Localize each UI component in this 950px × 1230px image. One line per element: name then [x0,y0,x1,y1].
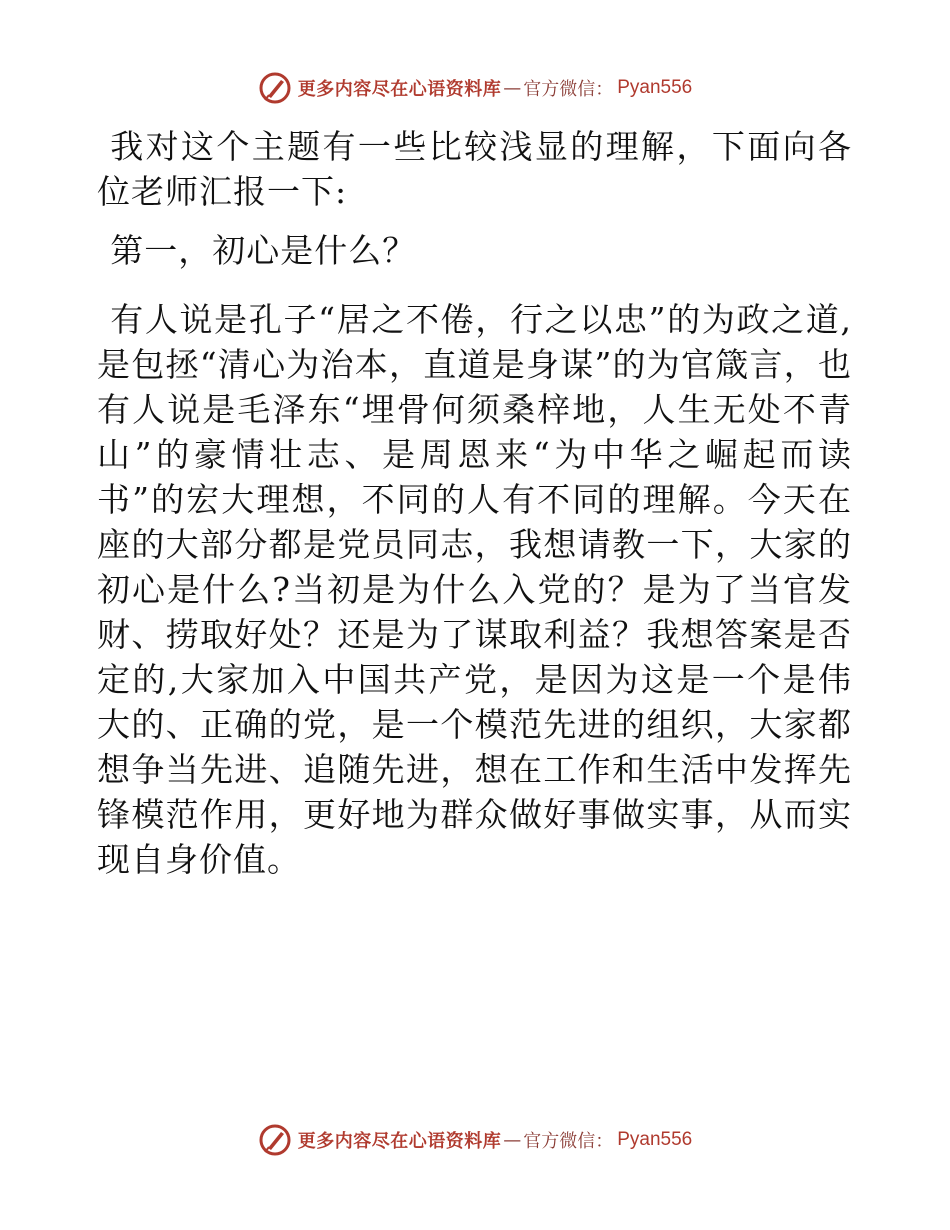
banner-wechat-id: Pyan556 [617,77,693,98]
footer-banner [0,1120,950,1160]
banner-dash: — [503,1129,522,1151]
banner-brand-text: 更多内容尽在心语资料库 [297,1131,502,1152]
quill-pen-logo-icon [258,71,292,105]
paragraph-heading: 第一，初心是什么？ [110,231,417,270]
banner-official-label: 官方微信： [523,1131,614,1152]
paragraph-intro: 我对这个主题有一些比较浅显的理解，下面向各位老师汇报一下: [97,127,852,211]
banner-dash: — [503,77,522,99]
banner-official-label: 官方微信： [523,79,614,100]
banner-wechat-id: Pyan556 [617,1129,693,1150]
document-body [97,124,852,896]
header-banner [0,68,950,108]
banner-brand-text: 更多内容尽在心语资料库 [297,79,502,100]
quill-pen-logo-icon [258,1123,292,1157]
paragraph-main: 有人说是孔子“居之不倦，行之以忠”的为政之道,是包拯“清心为治本，直道是身谋”的为官箴言，也有人说是毛泽东“埋骨何须桑梓地，人生无处不青山”的豪情壮志、是周恩来“为中华之崛起而读书”的宏大理想，不同的人有不同的理解。今天在座的大部分都是党员同志，我想请教一下，大家的初心是什么?当初是为什么入党的？是为了当官发财、捞取好处？还是为了谋取利益？我想答案是否定的,大家加入中国共产党，是因为这是一个是伟大的、正确的党，是一个模范先进的组织，大家都想争当先进、追随先进，想在工作和生活中发挥先锋模范作用，更好地为群众做好事做实事，从而实现自身价值。 [97,300,852,879]
